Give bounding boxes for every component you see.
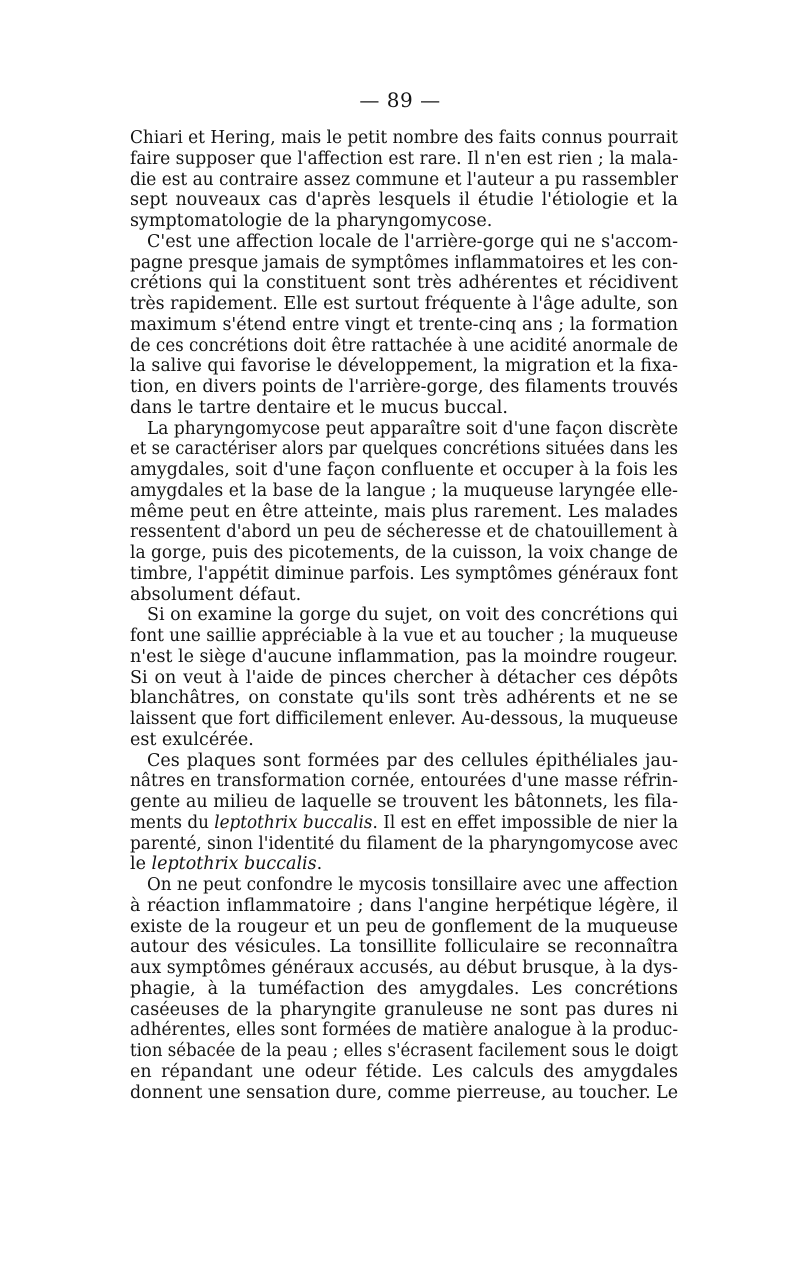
italic-term: leptothrix buccalis [214, 812, 373, 833]
text-line: font une saillie appréciable à la vue et au toucher ; la muqueuse [130, 626, 678, 646]
text-line: Si on examine la gorge du sujet, on voit des concrétions qui [147, 605, 678, 626]
text-line: aux symptômes généraux accusés, au début brusque, à la dys- [130, 958, 678, 978]
text-line: parenté, sinon l'identité du filament de la pharyngomycose avec [130, 833, 678, 854]
text-line: Chiari et Hering, mais le petit nombre des faits connus pourrait [130, 128, 678, 148]
text-line: même peut en être atteinte, mais plus rarement. Les malades [130, 501, 678, 522]
text-line: dans le tartre dentaire et le mucus buccal. [130, 397, 508, 418]
text-line: n'est le siège d'aucune inflammation, pas la moindre rougeur. [130, 646, 678, 667]
text-line: la salive qui favorise le développement, la migration et la fixa- [130, 356, 678, 377]
text-line: absolument défaut. [130, 584, 302, 605]
text-line: existe de la rougeur et un peu de gonflement de la muqueuse [130, 916, 678, 937]
text-line: en répandant une odeur fétide. Les calculs des amygdales [130, 1061, 678, 1082]
text-line: et se caractériser alors par quelques concrétions situées dans les [130, 439, 678, 460]
text-line: est exulcérée. [130, 729, 254, 750]
text-line: tion, en divers points de l'arrière-gorge, des filaments trouvés [130, 377, 678, 397]
text-line: faire supposer que l'affection est rare. Il n'en est rien ; la mala- [130, 148, 678, 169]
italic-term: leptothrix buccalis [151, 854, 317, 875]
text-line: maximum s'étend entre vingt et trente-cinq ans ; la formation [130, 314, 678, 335]
text-line: la gorge, puis des picotements, de la cuisson, la voix change de [130, 543, 678, 563]
text-line: crétions qui la constituent sont très adhérentes et récidivent [130, 273, 678, 294]
text-line: pagne presque jamais de symptômes inflammatoires et les con- [130, 252, 678, 273]
text-line: à réaction inflammatoire ; dans l'angine herpétique légère, il [130, 895, 678, 916]
text-line: très rapidement. Elle est surtout fréquente à l'âge adulte, son [130, 294, 678, 314]
text-line: caséeuses de la pharyngite granuleuse ne sont pas dures ni [130, 999, 678, 1020]
text-line: laissent que fort difficilement enlever. Au-dessous, la muqueuse [130, 709, 678, 729]
text-line: phagie, à la tuméfaction des amygdales. Les concrétions [130, 978, 678, 999]
text-line: adhérentes, elles sont formées de matière analogue à la produc- [130, 1020, 678, 1041]
text-line: Si on veut à l'aide de pinces chercher à détacher ces dépôts [130, 667, 678, 688]
body-text [130, 128, 678, 1103]
text-line: blanchâtres, on constate qu'ils sont très adhérents et ne se [130, 688, 678, 709]
text-line: La pharyngomycose peut apparaître soit d'une façon discrète [147, 418, 678, 439]
text-line: symptomatologie de la pharyngomycose. [130, 211, 493, 231]
text-line: Ces plaques sont formées par des cellules épithéliales jau- [147, 750, 678, 771]
text-line: On ne peut confondre le mycosis tonsillaire avec une affection [147, 875, 678, 895]
text-line: die est au contraire assez commune et l'auteur a pu rassembler [130, 169, 678, 190]
text-line: gente au milieu de laquelle se trouvent les bâtonnets, les fila- [130, 792, 678, 812]
text-line: tion sébacée de la peau ; elles s'écrasent facilement sous le doigt [130, 1041, 678, 1061]
page-number: — 89 — [359, 88, 441, 112]
text-line: le leptothrix buccalis. [130, 854, 323, 875]
text-line: autour des vésicules. La tonsillite folliculaire se reconnaîtra [130, 937, 678, 958]
text-line: timbre, l'appétit diminue parfois. Les symptômes généraux font [130, 563, 678, 584]
text-line: amygdales et la base de la langue ; la muqueuse laryngée elle- [130, 480, 678, 501]
text-line: donnent une sensation dure, comme pierreuse, au toucher. Le [130, 1082, 678, 1103]
text-line: de ces concrétions doit être rattachée à une acidité anormale de [130, 335, 678, 356]
text-line: amygdales, soit d'une façon confluente et occuper à la fois les [130, 460, 678, 480]
text-line: sept nouveaux cas d'après lesquels il étudie l'étiologie et la [130, 190, 678, 211]
text-line: C'est une affection locale de l'arrière-gorge qui ne s'accom- [147, 231, 678, 252]
text-line: nâtres en transformation cornée, entourées d'une masse réfrin- [130, 771, 678, 792]
text-line: ressentent d'abord un peu de sécheresse et de chatouillement à [130, 522, 678, 543]
text-line: ments du leptothrix buccalis. Il est en effet impossible de nier la [130, 812, 678, 833]
